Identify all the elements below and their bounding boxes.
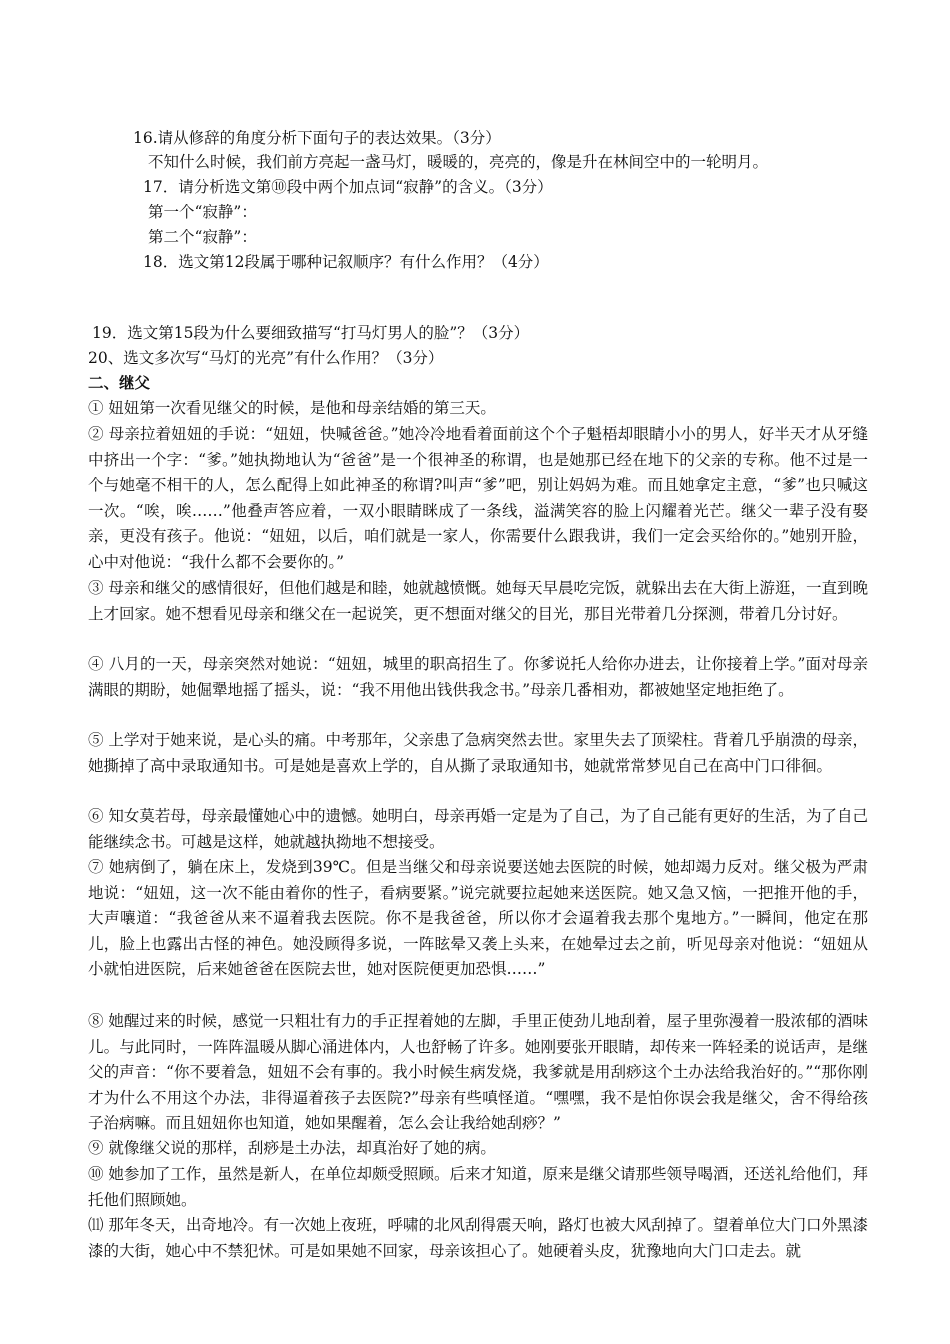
question-16: 16.请从修辞的角度分析下面句子的表达效果。（3分） <box>133 129 501 147</box>
paragraph-5: ⑤ 上学对于她来说，是心头的痛。中考那年，父亲患了急病突然去世。家里失去了顶梁柱。背着几乎崩溃的母亲，她撕掉了高中录取通知书。可是她是喜欢上学的，自从撕了录取通知书，她就常常梦见自己在高中门口徘徊。 <box>88 731 868 775</box>
paragraph-11: ⑾ 那年冬天，出奇地冷。有一次她上夜班，呼啸的北风刮得震天响，路灯也被大风刮掉了。望着单位大门口外黑漆漆的大街，她心中不禁犯怵。可是如果她不回家，母亲该担心了。她硬着头皮，犹豫地向大门口走去。就 <box>88 1216 868 1260</box>
paragraph-8: ⑧ 她醒过来的时候，感觉一只粗壮有力的手正捏着她的左脚，手里正使劲儿地刮着，屋子里弥漫着一股浓郁的酒味儿。与此同时，一阵阵温暖从脚心涌进体内，人也舒畅了许多。她刚要张开眼睛，却传来一阵轻柔的说话声，是继父的声音：“你不要着急，妞妞不会有事的。我小时候生病发烧，我爹就是用刮痧这个土办法给我治好的。”“那你刚才为什么不用这个办法，非得逼着孩子去医院?”母亲有些嗔怪道。“嘿嘿，我不是怕你误会我是继父，舍不得给孩子治病嘛。而且妞妞你也知道，她如果醒着，怎么会让我给她刮痧？” <box>88 1012 868 1133</box>
paragraph-2: ② 母亲拉着妞妞的手说：“妞妞，快喊爸爸。”她冷冷地看着面前这个个子魁梧却眼睛小小的男人，好半天才从牙缝中挤出一个字：“爹。”她执拗地认为“爸爸”是一个很神圣的称谓，也是她那已经在地下的父亲的专称。他不过是一个与她毫不相干的人，怎么配得上如此神圣的称谓?叫声“爹”吧，别让妈妈为难。而且她拿定主意，“爹”也只喊这一次。“唉，唉……”他叠声答应着，一双小眼睛眯成了一条线，溢满笑容的脸上闪耀着光芒。继父一辈子没有娶亲，更没有孩子。他说：“妞妞，以后，咱们就是一家人，你需要什么跟我讲，我们一定会买给你的。”她别开脸，心中对他说：“我什么都不会要你的。” <box>88 425 868 571</box>
paragraph-6: ⑥ 知女莫若母，母亲最懂她心中的遗憾。她明白，母亲再婚一定是为了自己，为了自己能有更好的生活，为了自己能继续念书。可越是这样，她就越执拗地不想接受。 <box>88 807 868 851</box>
paragraph-1: ① 妞妞第一次看见继父的时候，是他和母亲结婚的第三天。 <box>88 399 496 417</box>
paragraph-10: ⑩ 她参加了工作，虽然是新人，在单位却颇受照顾。后来才知道，原来是继父请那些领导喝酒，还送礼给他们，拜托他们照顾她。 <box>88 1165 868 1209</box>
question-17-second-answer-label: 第二个“寂静”： <box>148 228 257 246</box>
question-17-first-answer-label: 第一个“寂静”： <box>148 203 257 221</box>
question-16-quote: 不知什么时候，我们前方亮起一盏马灯，暖暖的，亮亮的，像是升在林间空中的一轮明月。 <box>148 153 769 171</box>
section-title: 二、继父 <box>88 373 151 392</box>
question-19: 19．选文第15段为什么要细致描写“打马灯男人的脸”？（3分） <box>92 324 530 342</box>
paragraph-3: ③ 母亲和继父的感情很好，但他们越是和睦，她就越愤慨。她每天早晨吃完饭，就躲出去在大街上游逛，一直到晚上才回家。她不想看见母亲和继父在一起说笑，更不想面对继父的目光，那目光带着几分探测，带着几分讨好。 <box>88 579 868 623</box>
question-18: 18．选文第12段属于哪种记叙顺序？有什么作用？（4分） <box>143 253 549 271</box>
paragraph-7: ⑦ 她病倒了，躺在床上，发烧到39℃。但是当继父和母亲说要送她去医院的时候，她却竭力反对。继父极为严肃地说：“妞妞，这一次不能由着你的性子，看病要紧。”说完就要拉起她来送医院。她又急又恼，一把推开他的手，大声嚷道：“我爸爸从来不逼着我去医院。你不是我爸爸，所以你才会逼着我去那个鬼地方。”一瞬间，他定在那儿，脸上也露出古怪的神色。她没顾得多说，一阵眩晕又袭上头来，在她晕过去之前，听见母亲对他说：“妞妞从小就怕进医院，后来她爸爸在医院去世，她对医院便更加恐惧……” <box>88 858 868 979</box>
question-20: 20、选文多次写“马灯的光亮”有什么作用？（3分） <box>88 349 444 367</box>
paragraph-4: ④ 八月的一天，母亲突然对她说：“妞妞，城里的职高招生了。你爹说托人给你办进去，让你接着上学。”面对母亲满眼的期盼，她倔犟地摇了摇头，说：“我不用他出钱供我念书。”母亲几番相劝，都被她坚定地拒绝了。 <box>88 655 868 699</box>
paragraph-9: ⑨ 就像继父说的那样，刮痧是土办法，却真治好了她的病。 <box>88 1139 496 1157</box>
question-17: 17．请分析选文第⑩段中两个加点词“寂静”的含义。（3分） <box>143 178 553 196</box>
